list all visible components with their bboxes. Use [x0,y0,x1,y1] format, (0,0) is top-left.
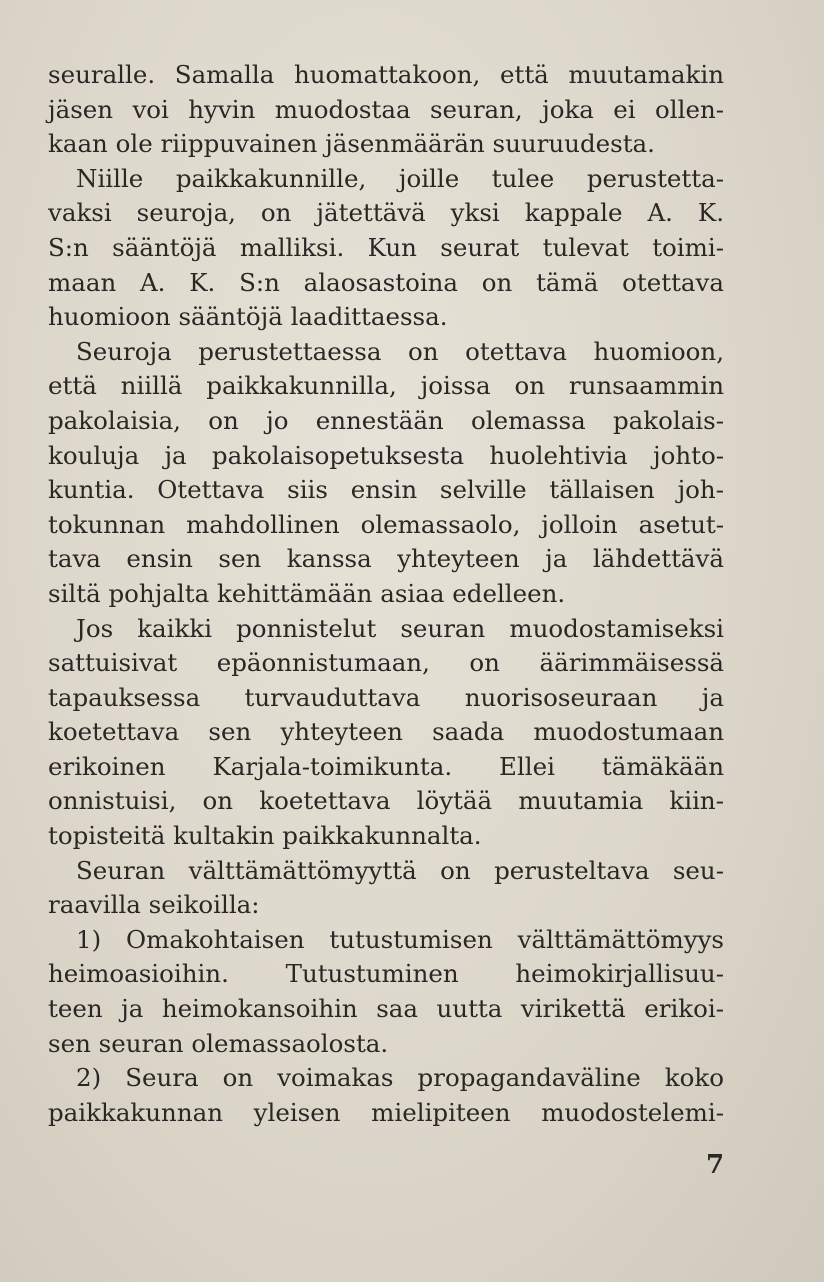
body-text [48,58,724,1130]
text-line: tava ensin sen kanssa yhteyteen ja lähdettävä [48,544,724,574]
text-line: jäsen voi hyvin muodostaa seuran, joka ei ollen- [48,94,724,124]
text-line: 1) Omakohtaisen tutustumisen välttämättömyys [76,924,724,954]
text-line: 2) Seura on voimakas propagandaväline koko [76,1063,724,1093]
text-line: raavilla seikoilla: [48,890,260,920]
text-line: teen ja heimokansoihin saa uutta virikettä erikoi- [48,994,724,1024]
text-line: koetettava sen yhteyteen saada muodostumaan [48,717,724,747]
page-number: 7 [706,1150,725,1180]
text-line: kuntia. Otettava siis ensin selville tällaisen joh- [48,475,724,505]
text-line: sattuisivat epäonnistumaan, on äärimmäisessä [48,648,724,678]
text-line: tokunnan mahdollinen olemassaolo, jolloin asetut- [48,509,724,539]
text-line: S:n sääntöjä malliksi. Kun seurat tulevat toimi- [48,232,724,262]
text-line: erikoinen Karjala-toimikunta. Ellei tämäkään [48,751,724,781]
text-line: maan A. K. S:n alaosastoina on tämä otettava [48,267,724,297]
text-line: vaksi seuroja, on jätettävä yksi kappale A. K. [48,198,724,228]
text-line: Seuran välttämättömyyttä on perusteltava seu- [76,855,724,885]
text-line: sen seuran olemassaolosta. [48,1028,389,1058]
text-line: Seuroja perustettaessa on otettava huomioon, [76,336,724,366]
text-line: heimoasioihin. Tutustuminen heimokirjallisuu- [48,959,724,989]
text-line: pakolaisia, on jo ennestään olemassa pakolais- [48,405,724,435]
text-line: Niille paikkakunnille, joille tulee perustetta- [76,163,724,193]
text-line: kaan ole riippuvainen jäsenmäärän suuruudesta. [48,129,655,159]
text-line: huomioon sääntöjä laadittaessa. [48,302,448,332]
text-line: topisteitä kultakin paikkakunnalta. [48,821,482,851]
text-line: onnistuisi, on koetettava löytää muutamia kiin- [48,786,724,816]
text-line: tapauksessa turvauduttava nuorisoseuraan ja [48,682,724,712]
text-line: Jos kaikki ponnistelut seuran muodostamiseksi [76,613,724,643]
text-line: kouluja ja pakolaisopetuksesta huolehtivia johto- [48,440,724,470]
text-line: siltä pohjalta kehittämään asiaa edelleen. [48,578,566,608]
text-line: paikkakunnan yleisen mielipiteen muodostelemi- [48,1097,724,1127]
text-line: seuralle. Samalla huomattakoon, että muutamakin [48,60,724,89]
text-line: että niillä paikkakunnilla, joissa on runsaammin [48,371,724,401]
